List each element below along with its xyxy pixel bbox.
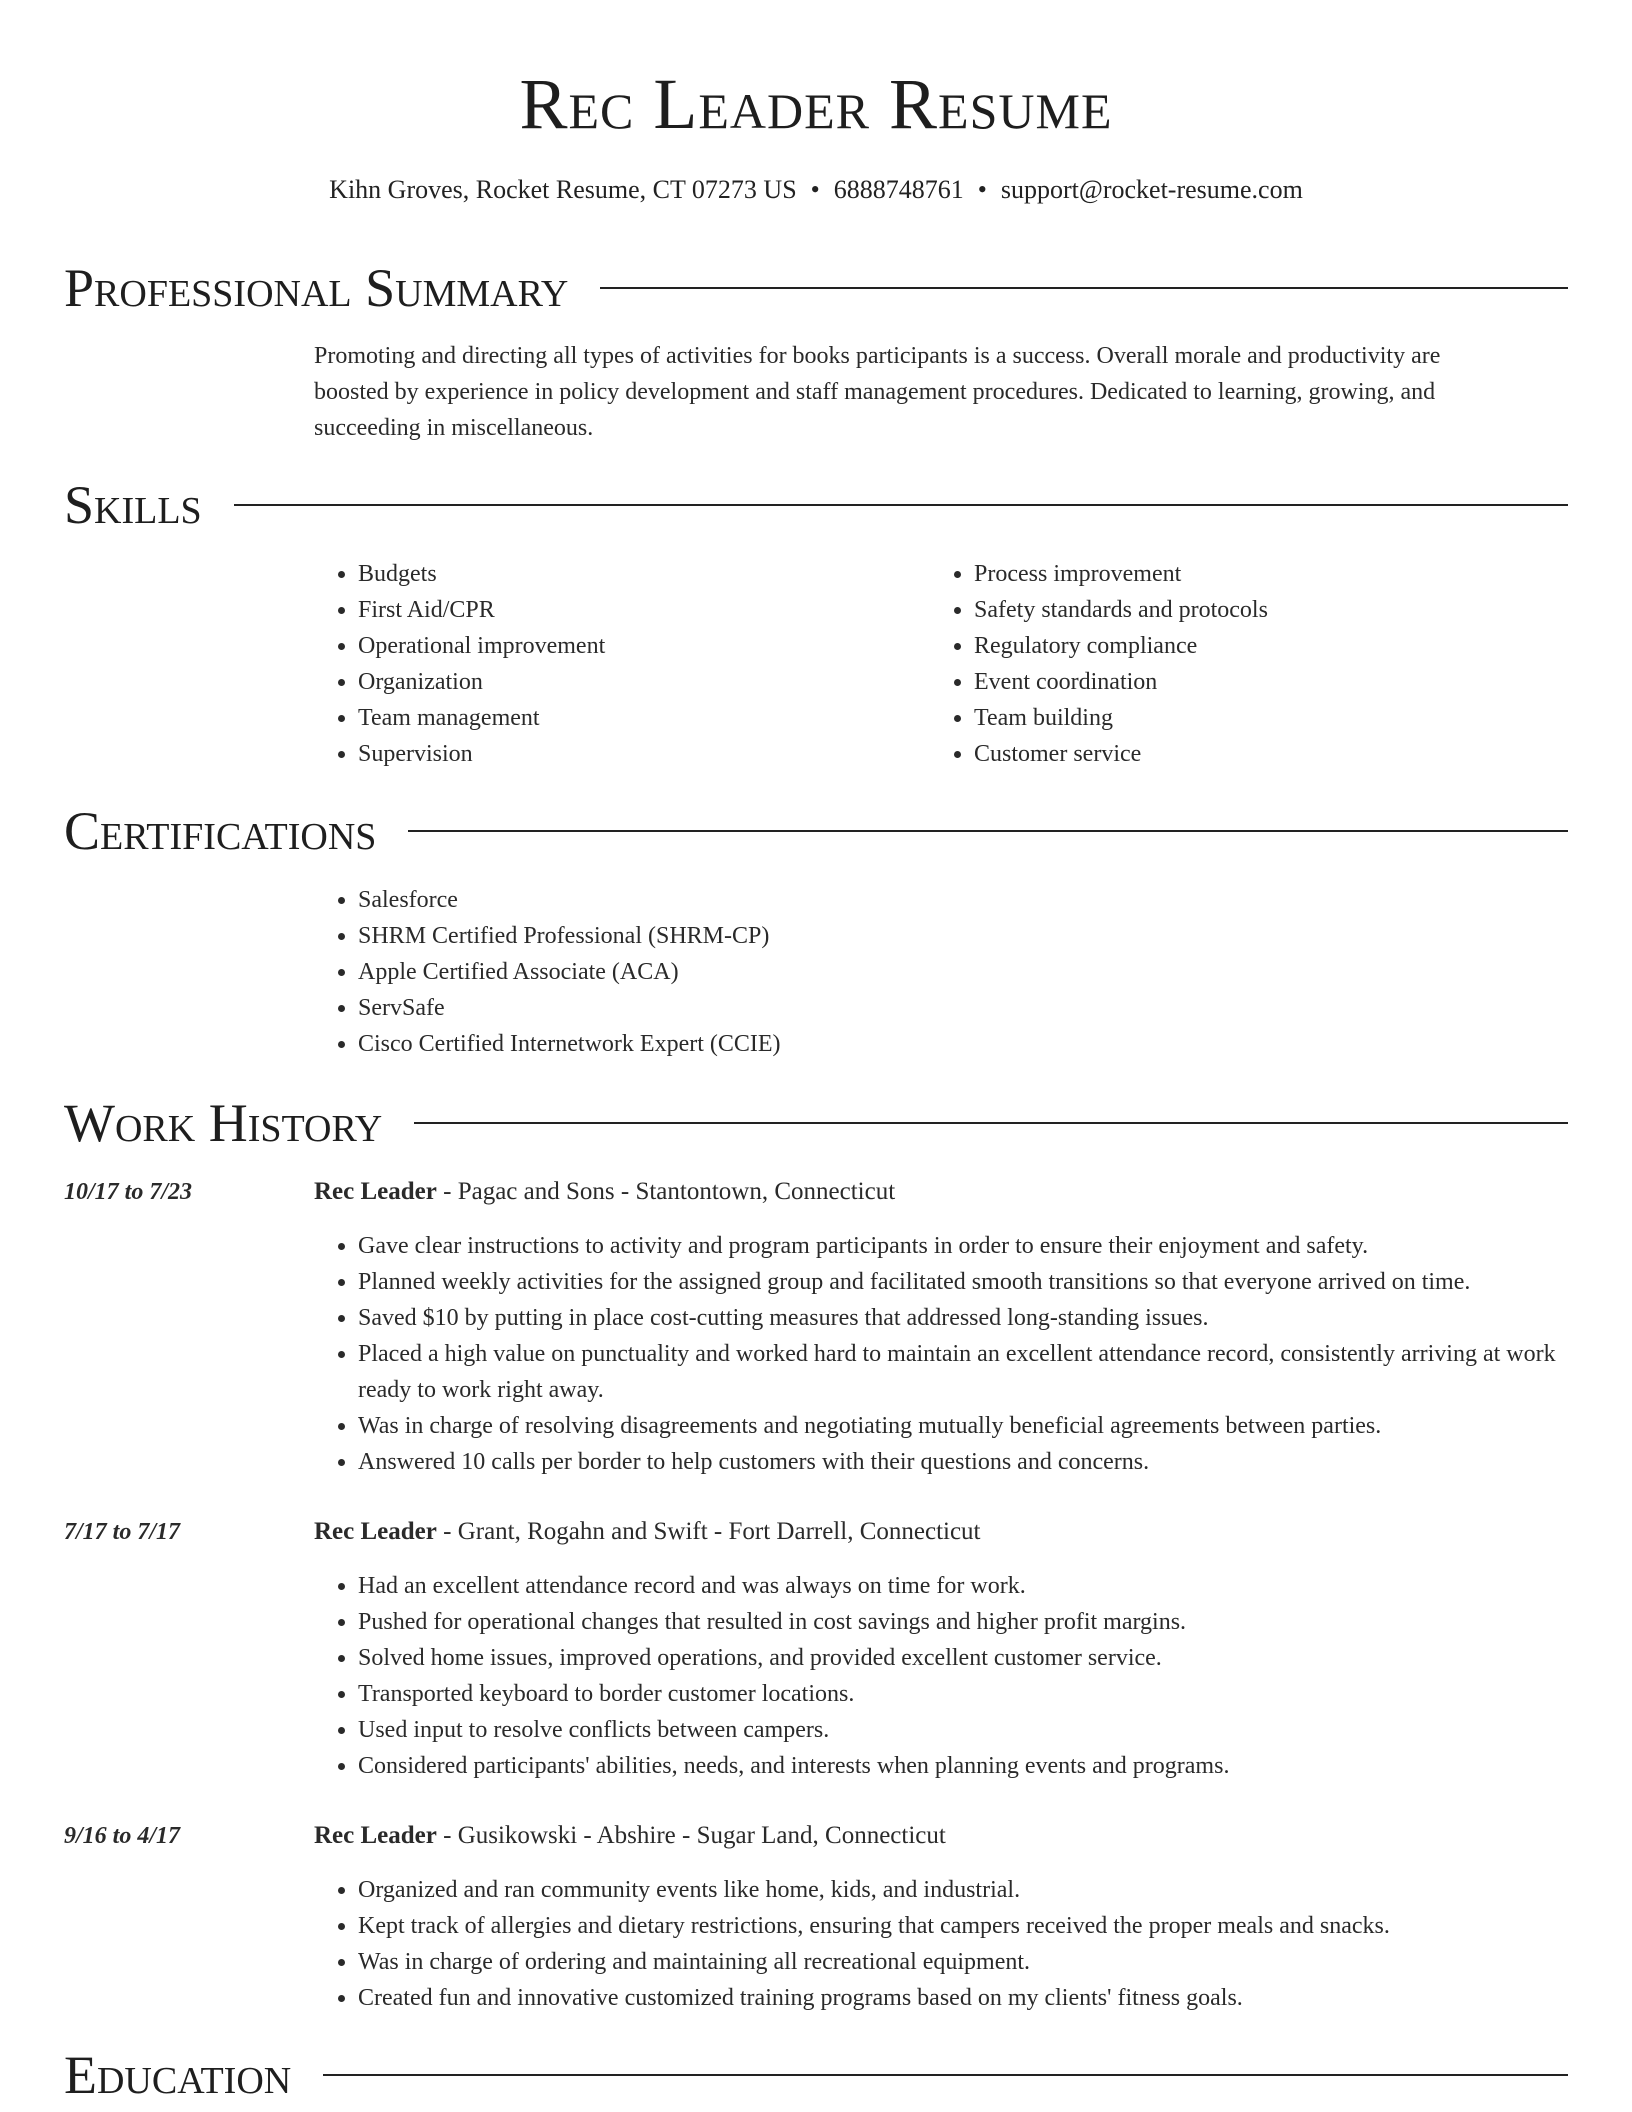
work-history-section-header <box>64 1088 1568 1158</box>
job-bullet: • Was in charge of resolving disagreements and negotiating mutually beneficial agreements between parties. <box>358 1408 1614 1444</box>
resume-title: Rec Leader Resume <box>519 64 1113 144</box>
job-bullet: • Placed a high value on punctuality and worked hard to maintain an excellent attendance record, consistently arriving at work ready to work right away. <box>358 1336 1614 1408</box>
job-bullet: • Used input to resolve conflicts between campers. <box>358 1712 1614 1748</box>
job-bullet: • Considered participants' abilities, needs, and interests when planning events and programs. <box>358 1748 1614 1784</box>
job-employer: - Gusikowski - Abshire - Sugar Land, Connecticut <box>436 1822 946 1849</box>
certifications-heading: Certifications <box>64 801 377 861</box>
job-heading <box>314 1818 1564 1854</box>
contact-separator: • <box>977 175 987 204</box>
work-history-heading: Work History <box>64 1093 383 1153</box>
summary-heading: Professional Summary <box>64 258 569 318</box>
skills-heading: Skills <box>64 475 202 535</box>
skill-item: • Organization <box>358 664 958 700</box>
job-bullet: • Saved $10 by putting in place cost-cutting measures that addressed long-standing issues. <box>358 1300 1614 1336</box>
job-bullet: • Had an excellent attendance record and was always on time for work. <box>358 1568 1614 1604</box>
job-bullets <box>314 1568 1614 1784</box>
certification-item: • SHRM Certified Professional (SHRM-CP) <box>358 918 1558 954</box>
job-employer: - Grant, Rogahn and Swift - Fort Darrell, Connecticut <box>436 1518 981 1545</box>
skills-list-left <box>314 556 958 772</box>
skill-item: • Customer service <box>974 736 1574 772</box>
job-role: Rec Leader <box>314 1518 437 1545</box>
section-divider <box>323 2074 1568 2076</box>
certifications-list <box>314 882 1558 1062</box>
job-dates: 9/16 to 4/17 <box>64 1823 181 1849</box>
email-link[interactable]: support@rocket-resume.com <box>1000 175 1303 204</box>
education-heading: Education <box>64 2045 292 2105</box>
summary-section-header <box>64 253 1568 323</box>
job-bullet: • Planned weekly activities for the assigned group and facilitated smooth transitions so that everyone arrived on time. <box>358 1264 1614 1300</box>
contact-line <box>0 172 1632 208</box>
job-bullet: • Organized and ran community events like home, kids, and industrial. <box>358 1872 1614 1908</box>
phone: 6888748761 <box>833 175 964 204</box>
section-divider <box>600 287 1568 289</box>
address: Kihn Groves, Rocket Resume, CT 07273 US <box>329 175 797 204</box>
certification-item: • Apple Certified Associate (ACA) <box>358 954 1558 990</box>
job-bullet: • Solved home issues, improved operations, and provided excellent customer service. <box>358 1640 1614 1676</box>
skill-item: • First Aid/CPR <box>358 592 958 628</box>
job-bullets <box>314 1228 1614 1480</box>
job-bullet: • Was in charge of ordering and maintaining all recreational equipment. <box>358 1944 1614 1980</box>
job-heading <box>314 1174 1564 1210</box>
skill-item: • Event coordination <box>974 664 1574 700</box>
certification-item: • Salesforce <box>358 882 1558 918</box>
skill-item: • Operational improvement <box>358 628 958 664</box>
job-heading <box>314 1514 1564 1550</box>
certifications-section-header <box>64 796 1568 866</box>
job-bullets <box>314 1872 1614 2016</box>
section-divider <box>408 830 1568 832</box>
education-section-header <box>64 2040 1568 2110</box>
job-bullet: • Created fun and innovative customized training programs based on my clients' fitness goals. <box>358 1980 1614 2016</box>
job-dates: 7/17 to 7/17 <box>64 1519 181 1545</box>
skill-item: • Budgets <box>358 556 958 592</box>
certification-item: • ServSafe <box>358 990 1558 1026</box>
contact-separator: • <box>810 175 820 204</box>
job-bullet: • Answered 10 calls per border to help customers with their questions and concerns. <box>358 1444 1614 1480</box>
summary-text: Promoting and directing all types of activities for books participants is a success. Overall morale and productivity are boosted by experience in policy development and staff management procedures. Dedicated to learning, growing, and succeeding in miscellaneous. <box>314 343 1441 441</box>
certification-item: • Cisco Certified Internetwork Expert (CCIE) <box>358 1026 1558 1062</box>
skill-item: • Supervision <box>358 736 958 772</box>
job-bullet: • Pushed for operational changes that resulted in cost savings and higher profit margins. <box>358 1604 1614 1640</box>
job-dates: 10/17 to 7/23 <box>64 1179 193 1205</box>
skill-item: • Process improvement <box>974 556 1574 592</box>
job-bullet: • Gave clear instructions to activity and program participants in order to ensure their enjoyment and safety. <box>358 1228 1614 1264</box>
job-role: Rec Leader <box>314 1178 437 1205</box>
skill-item: • Team building <box>974 700 1574 736</box>
skills-section-header <box>64 470 1568 540</box>
skill-item: • Safety standards and protocols <box>974 592 1574 628</box>
section-divider <box>234 504 1568 506</box>
skill-item: • Team management <box>358 700 958 736</box>
job-employer: - Pagac and Sons - Stantontown, Connecticut <box>436 1178 896 1205</box>
skill-item: • Regulatory compliance <box>974 628 1574 664</box>
skills-list-right <box>930 556 1574 772</box>
section-divider <box>414 1122 1568 1124</box>
job-bullet: • Kept track of allergies and dietary restrictions, ensuring that campers received the proper meals and snacks. <box>358 1908 1614 1944</box>
job-role: Rec Leader <box>314 1822 437 1849</box>
job-bullet: • Transported keyboard to border customer locations. <box>358 1676 1614 1712</box>
